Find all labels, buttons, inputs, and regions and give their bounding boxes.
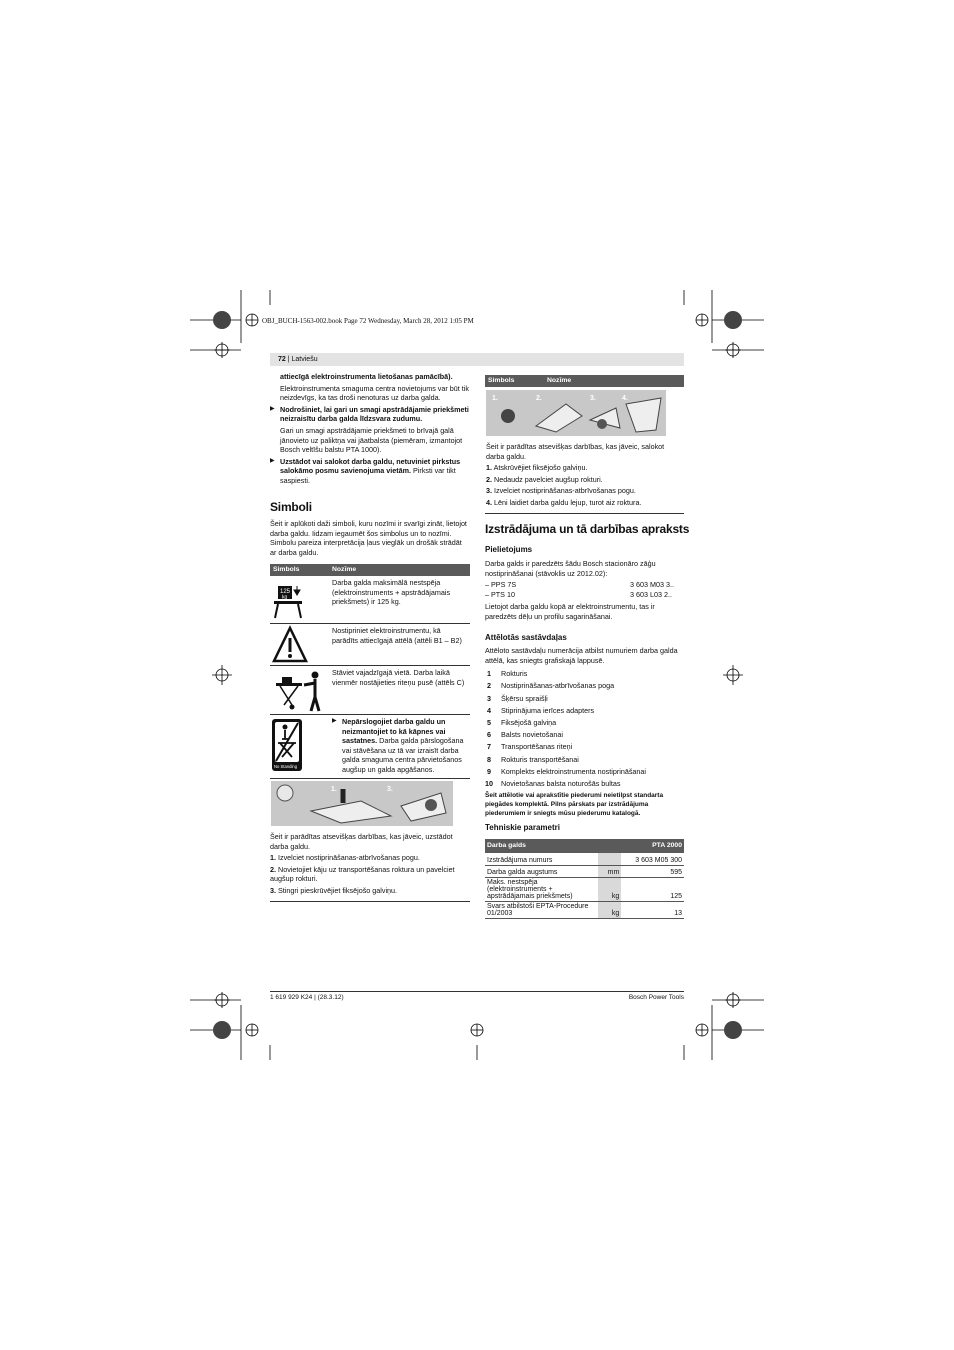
- usage-block: [485, 559, 684, 623]
- page-number: 72: [278, 356, 286, 363]
- fig-label-3: 3.: [387, 786, 393, 793]
- bullet2-text: Pirksti var tikt saspiesti.: [280, 466, 456, 485]
- intro-bold: attiecīgā elektroinstrumenta lietošanas pamācībā).: [280, 372, 453, 381]
- page-bar: 72 | Latviešu: [270, 353, 684, 366]
- tech-row: Darba galda augstums mm 595: [485, 865, 684, 877]
- page-language: Latviešu: [291, 356, 318, 363]
- fold-figure: [486, 390, 666, 436]
- section-title: Izstrādājuma un tā darbības apraksts: [485, 522, 690, 536]
- right-col-symbol: Simbols: [488, 377, 515, 384]
- symbol-row-weight: [270, 576, 470, 624]
- left-bottom-rule: [270, 901, 470, 902]
- fold-step-1: 1. Atskrūvējiet fiksējošo galviņu.: [486, 463, 588, 473]
- row4-rest: Darba galda pārslogošana vai stāvēšana uz tā var izraisīt darba galda smaguma centra pārvietošanos augšup un galda apgāšanos.: [342, 736, 464, 774]
- row2-text: Nostipriniet elektroinstrumentu, kā parādīts attiecīgajā attēlā (attēli B1 – B2): [332, 626, 462, 645]
- row4-bold: Nepārslogojiet darba galdu un neizmantojiet to kā kāpnes vai sastatnes.: [342, 717, 446, 746]
- tech-head-label: Darba galds: [487, 842, 526, 849]
- warning-icon: [270, 625, 330, 665]
- footer-left: 1 619 929 K24 | (28.3.12): [270, 994, 344, 1001]
- setup-step-2: 2. Novietojiet kāju uz transportēšanas roktura un pavelciet augšup rokturi.: [270, 864, 455, 884]
- footer-right: Bosch Power Tools: [628, 994, 684, 1001]
- part-item: 8 Rokturis transportēšanai: [487, 754, 579, 764]
- parts-title: Attēlotās sastāvdaļas: [485, 633, 567, 642]
- fold-step-3: 3. Izvelciet nostiprināšanas-atbrīvošanas pogu.: [486, 486, 636, 496]
- symbols-table-head: [270, 564, 470, 576]
- usage-text-2: Lietojot darba galdu kopā ar elektroinstrumentu, tas ir paredzēts dēļu un profilu sagarināšanai.: [485, 602, 655, 621]
- symbol-row-no-standing: [270, 715, 470, 779]
- tech-table: [485, 839, 684, 919]
- right-rule: [485, 513, 684, 514]
- tech-row: Izstrādājuma numurs 3 603 M05 300: [485, 853, 684, 865]
- bullet2-bold: Uzstādot vai salokot darba galdu, netuviniet pirkstus salokāmo posmu savienojuma vietām.: [280, 456, 461, 476]
- parts-list: [485, 669, 684, 788]
- part-item: 7 Transportēšanas riteņi: [487, 742, 573, 752]
- col-meaning: Nozīme: [332, 566, 357, 573]
- part-item: 6 Balsts novietošanai: [487, 730, 563, 740]
- right-col-meaning: Nozīme: [547, 377, 572, 384]
- fold-intro: Šeit ir parādītas atsevišķas darbības, kas jāveic, salokot darba galdu.: [486, 442, 665, 461]
- tech-head: [485, 839, 684, 853]
- fold-label-2: 2.: [536, 395, 542, 402]
- fold-step-4: 4. Lēni laidiet darba galdu lejup, turot aiz roktura.: [486, 497, 642, 507]
- no-standing-label: No Standing: [274, 764, 298, 769]
- bullet1-bold: Nodrošiniet, lai gari un smagi apstrādājamie priekšmeti neizraisītu darba galda līdzsvara zudumu.: [280, 404, 469, 424]
- symbols-intro: Šeit ir aplūkoti daži simboli, kuru nozīmi ir svarīgi zināt, lietojot darba galdu. Iidzam iegaumēt šos simbolus un to nozīmi. Simbolu pareiza interpretācija ļaus vieglāk un drošāk strādāt ar darba galdu.: [270, 519, 467, 557]
- symbol-row-position: [270, 666, 470, 715]
- part-item: 2 Nostiprināšanas-atbrīvošanas poga: [487, 681, 615, 691]
- part-item: 5 Fiksējošā galviņa: [487, 717, 557, 727]
- setup-step-3: 3. Stingri pieskrūvējiet fiksējošo galviņu.: [270, 885, 398, 895]
- fold-label-4: 4.: [622, 395, 628, 402]
- setup-figure-drawing: [271, 781, 453, 826]
- tech-row: Svars atbilstoši EPTA-Procedure 01/2003 kg 13: [487, 902, 682, 917]
- fold-step-2: 2. Nedaudz pavelciet augšup rokturi.: [486, 474, 603, 484]
- tech-head-value: PTA 2000: [652, 842, 682, 849]
- row3-text: Stāviet vajadzīgajā vietā. Darba laikā vienmēr nostājieties riteņu pusē (attēls C): [332, 668, 465, 687]
- fig-label-1: 1.: [331, 786, 337, 793]
- fold-label-3: 3.: [590, 395, 596, 402]
- parts-note: Šeit attēlotie vai aprakstītie piederumi neietilpst standarta piegādes komplektā. Pilns pārskats par izstrādājuma piederumiem ir sniegts mūsu piederumu katalogā.: [485, 792, 664, 818]
- symbols-table: [270, 564, 470, 779]
- weight-label: 125: [280, 589, 291, 595]
- fold-steps: [486, 442, 684, 510]
- usage-title: Pielietojums: [485, 545, 533, 554]
- setup-figure: [271, 781, 453, 826]
- symbols-title: Simboli: [270, 500, 312, 514]
- symbol-row-warning: [270, 624, 470, 666]
- part-item: 3 Šķērsu spraišļi: [487, 693, 548, 703]
- setup-step-1: 1. Izvelciet nostiprināšanas-atbrīvošanas pogu.: [270, 853, 420, 863]
- file-header: OBJ_BUCH-1563-002.book Page 72 Wednesday, March 28, 2012 1:05 PM: [262, 317, 474, 325]
- col-symbol: Simbols: [273, 566, 300, 573]
- saw-row-1: – PPS 7S 3 603 M03 3..: [485, 580, 674, 590]
- left-column: [270, 372, 470, 488]
- setup-steps: [270, 832, 470, 898]
- fold-label-1: 1.: [492, 395, 498, 402]
- parts-block: [485, 646, 684, 820]
- tech-row: Maks. nestspēja (elektroinstruments + apstrādājamais priekšmets) kg 125: [487, 878, 682, 900]
- part-item: 4 Stiprinājuma ierīces adapters: [487, 705, 595, 715]
- intro-text: Elektroinstrumenta smaguma centra novietojums var būt tik neizdevīgs, ka tas droši nenoturas uz darba galda.: [280, 383, 469, 403]
- weight-unit: kg: [282, 594, 288, 601]
- parts-intro: Attēloto sastāvdaļu numerācija atbilst numuriem darba galda attēlā, kas sniegts grafiskajā lappusē.: [485, 646, 678, 665]
- setup-intro: Šeit ir parādītas atsevišķas darbības, kas jāveic, uzstādot darba galdu.: [270, 832, 453, 851]
- row1-text: Darba galda maksimālā nestspēja (elektroinstruments + apstrādājamais priekšmets) ir 125 kg.: [332, 578, 451, 607]
- saw-row-2: – PTS 10 3 603 L03 2..: [485, 590, 672, 600]
- worker-position-icon: [270, 667, 330, 715]
- fold-figure-drawing: [486, 390, 666, 436]
- usage-text: Darba galds ir paredzēts šādu Bosch stacionāro zāģu nostiprināšanai (stāvoklis uz 2012.02):: [485, 559, 656, 578]
- no-standing-icon: [270, 717, 330, 775]
- weight-icon: [270, 576, 330, 622]
- part-item: 9 Komplekts elektroinstrumenta nostiprināšanai: [487, 766, 647, 776]
- row4-text: [332, 717, 468, 777]
- part-item: 1 Rokturis: [487, 669, 528, 679]
- part-item: 10 Novietošanas balsta noturošās bultas: [485, 778, 621, 788]
- right-symbols-head: [485, 375, 684, 387]
- footer-rule: [270, 991, 684, 992]
- tech-title: Tehniskie parametri: [485, 823, 560, 832]
- bullet1-text: Gari un smagi apstrādājamie priekšmeti to brīvajā galā jānovieto uz paliktņa vai jāatbalsta (piemēram, izmantojot Bosch veltīšu balstu PTA 1000).: [280, 425, 463, 455]
